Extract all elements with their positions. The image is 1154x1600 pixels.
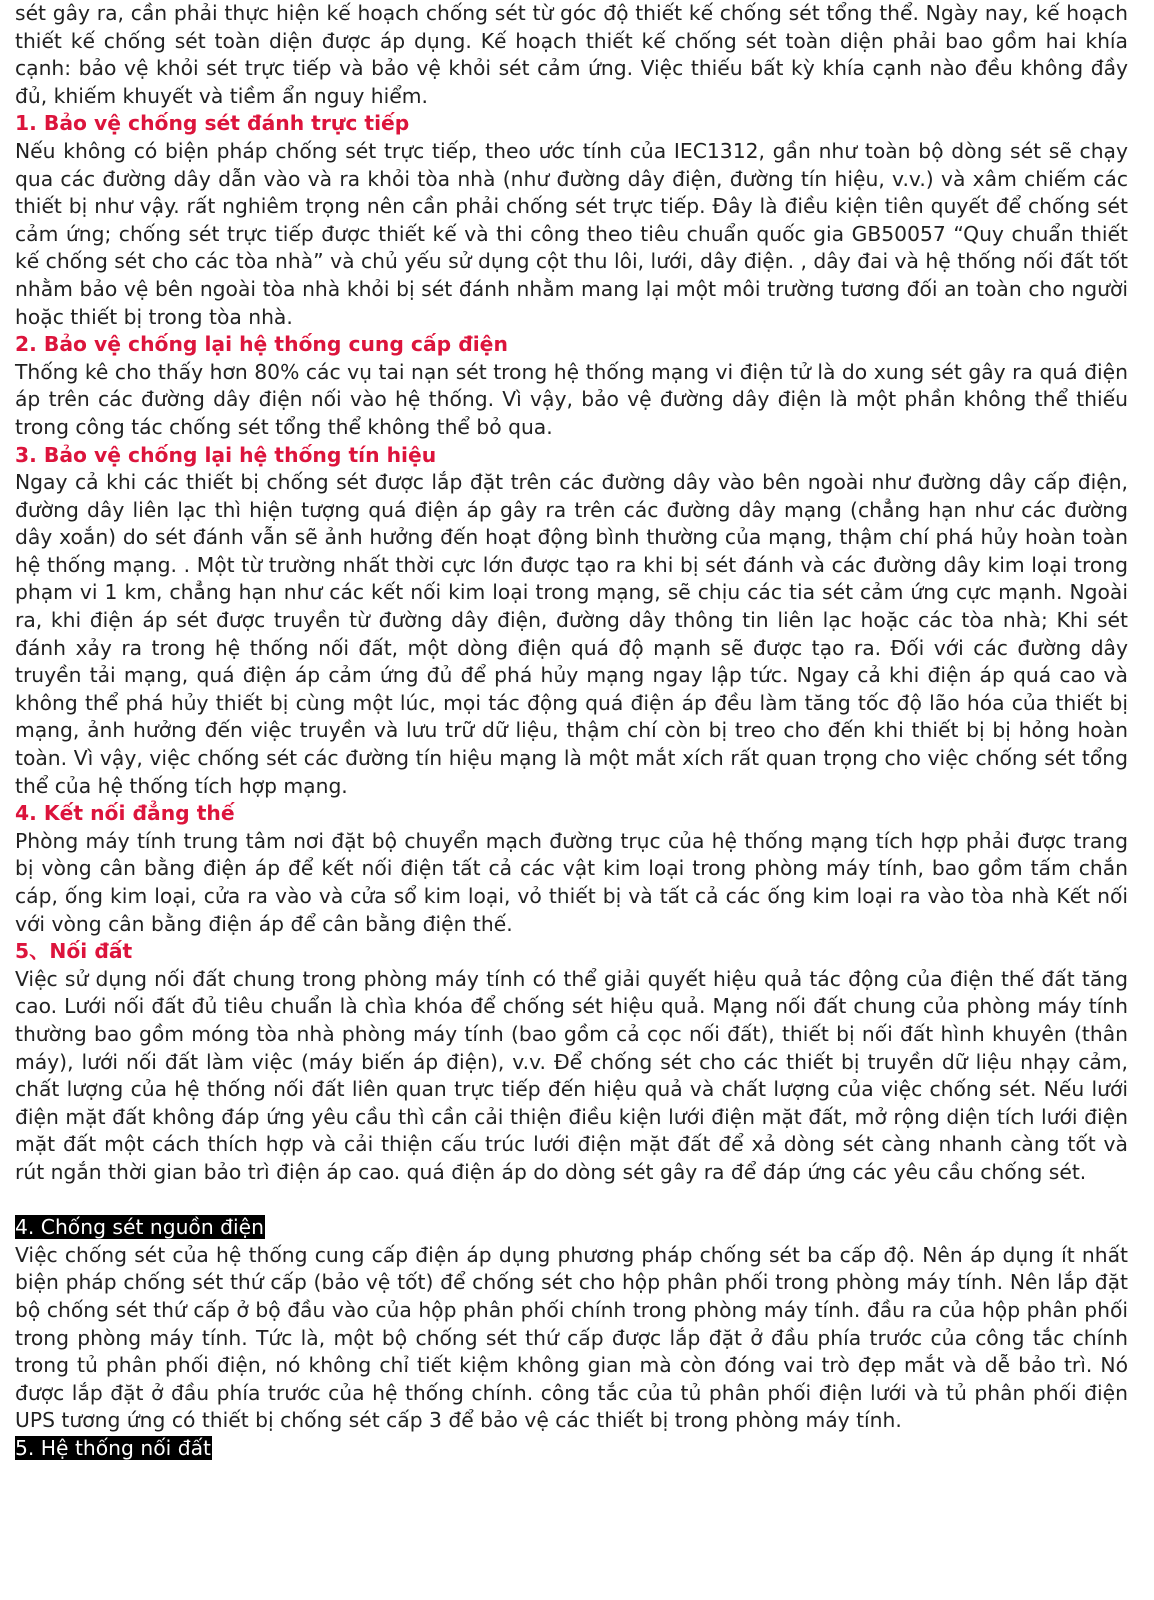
power-protection-heading-row xyxy=(15,1214,1128,1242)
section-4-heading: 4. Kết nối đẳng thế xyxy=(15,801,235,826)
blank-line xyxy=(15,1187,1128,1215)
section-5-heading: 5、Nối đất xyxy=(15,939,133,964)
section-3-heading: 3. Bảo vệ chống lại hệ thống tín hiệu xyxy=(15,442,437,467)
section-1-body: Nếu không có biện pháp chống sét trực tiếp, theo ước tính của IEC1312, gần như toàn bộ dòng sét sẽ chạy qua các đường dây dẫn vào và ra khỏi tòa nhà (như đường dây điện, đường tín hiệu, v.v.) và xâm chiếm các thiết bị như vậy. rất nghiêm trọng nên cần phải chống sét trực tiếp. Đây là điều kiện tiên quyết để chống sét cảm ứng; chống sét trực tiếp được thiết kế và thi công theo tiêu chuẩn quốc gia GB50057 “Quy chuẩn thiết kế chống sét cho các tòa nhà” và chủ yếu sử dụng cột thu lôi, lưới, dây điện. , dây đai và hệ thống nối đất tốt nhằm bảo vệ bên ngoài tòa nhà khỏi bị sét đánh nhằm mang lại một môi trường tương đối an toàn cho người hoặc thiết bị trong tòa nhà. xyxy=(15,138,1128,329)
grounding-system-heading: 5. Hệ thống nối đất xyxy=(15,1435,211,1460)
grounding-system-heading-row xyxy=(15,1435,1128,1463)
section-5-body: Việc sử dụng nối đất chung trong phòng máy tính có thể giải quyết hiệu quả tác động của điện thế đất tăng cao. Lưới nối đất đủ tiêu chuẩn là chìa khóa để chống sét hiệu quả. Mạng nối đất chung của phòng máy tính thường bao gồm móng tòa nhà phòng máy tính (bao gồm cả cọc nối đất), thiết bị nối đất hình khuyên (thân máy), lưới nối đất làm việc (máy biến áp điện), v.v. Để chống sét cho các thiết bị truyền dữ liệu nhạy cảm, chất lượng của hệ thống nối đất liên quan trực tiếp đến hiệu quả và chất lượng của việc chống sét. Nếu lưới điện mặt đất không đáp ứng yêu cầu thì cần cải thiện điều kiện lưới điện mặt đất, mở rộng diện tích lưới điện mặt đất một cách thích hợp và cải thiện cấu trúc lưới điện mặt đất để xả dòng sét càng nhanh càng tốt và rút ngắn thời gian bảo trì điện áp cao. quá điện áp do dòng sét gây ra để đáp ứng các yêu cầu chống sét. xyxy=(15,966,1128,1184)
power-protection-body: Việc chống sét của hệ thống cung cấp điện áp dụng phương pháp chống sét ba cấp độ. Nên áp dụng ít nhất biện pháp chống sét thứ cấp (bảo vệ tốt) để chống sét cho hộp phân phối trong phòng máy tính. Nên lắp đặt bộ chống sét thứ cấp ở bộ đầu vào của hộp phân phối chính trong phòng máy tính. đầu ra của hộp phân phối trong phòng máy tính. Tức là, một bộ chống sét thứ cấp được lắp đặt ở đầu phía trước của công tắc chính trong tủ phân phối điện, nó không chỉ tiết kiệm không gian mà còn đóng vai trò đẹp mắt và dễ bảo trì. Nó được lắp đặt ở đầu phía trước của hệ thống chính. công tắc của tủ phân phối điện lưới và tủ phân phối điện UPS tương ứng có thiết bị chống sét cấp 3 để bảo vệ các thiết bị trong phòng máy tính. xyxy=(15,1242,1128,1433)
section-4-body: Phòng máy tính trung tâm nơi đặt bộ chuyển mạch đường trục của hệ thống mạng tích hợp phải được trang bị vòng cân bằng điện áp để kết nối điện tất cả các vật kim loại trong phòng máy tính, bao gồm tấm chắn cáp, ống kim loại, cửa ra vào và cửa sổ kim loại, vỏ thiết bị và tất cả các ống kim loại ra vào tòa nhà Kết nối với vòng cân bằng điện áp để cân bằng điện thế. xyxy=(15,828,1128,936)
section-2-heading: 2. Bảo vệ chống lại hệ thống cung cấp điện xyxy=(15,332,508,357)
section-3-body: Ngay cả khi các thiết bị chống sét được lắp đặt trên các đường dây vào bên ngoài như đường dây cấp điện, đường dây liên lạc thì hiện tượng quá điện áp gây ra trên các đường dây mạng (chẳng hạn như các đường dây xoắn) do sét đánh vẫn sẽ ảnh hưởng đến hoạt động bình thường của mạng, thậm chí phá hủy hoàn toàn hệ thống mạng. . Một từ trường nhất thời cực lớn được tạo ra khi bị sét đánh và các đường dây kim loại trong phạm vi 1 km, chẳng hạn như các kết nối kim loại trong mạng, sẽ chịu các tia sét cảm ứng cực mạnh. Ngoài ra, khi điện áp sét được truyền từ đường dây điện, đường dây thông tin liên lạc hoặc các tòa nhà; Khi sét đánh xảy ra trong hệ thống nối đất, một dòng điện quá độ mạnh sẽ được tạo ra. Đối với các đường dây truyền tải mạng, quá điện áp cảm ứng đủ để phá hủy mạng ngay lập tức. Ngay cả khi điện áp quá cao và không thể phá hủy thiết bị cùng một lúc, mọi tác động quá điện áp đều làm tăng tốc độ lão hóa của thiết bị mạng, ảnh hưởng đến việc truyền và lưu trữ dữ liệu, thậm chí còn bị treo cho đến khi thiết bị bị hỏng hoàn toàn. Vì vậy, việc chống sét các đường tín hiệu mạng là một mắt xích rất quan trọng cho việc chống sét tổng thể của hệ thống tích hợp mạng. xyxy=(15,470,1128,798)
section-1-heading: 1. Bảo vệ chống sét đánh trực tiếp xyxy=(15,111,410,136)
intro-paragraph: sét gây ra, cần phải thực hiện kế hoạch chống sét từ góc độ thiết kế chống sét tổng thể. Ngày nay, kế hoạch thiết kế chống sét toàn diện được áp dụng. Kế hoạch thiết kế chống sét toàn diện phải bao gồm hai khía cạnh: bảo vệ khỏi sét trực tiếp và bảo vệ khỏi sét cảm ứng. Việc thiếu bất kỳ khía cạnh nào đều không đầy đủ, khiếm khuyết và tiềm ẩn nguy hiểm. xyxy=(15,1,1128,108)
power-protection-heading: 4. Chống sét nguồn điện xyxy=(15,1215,264,1240)
section-2-body: Thống kê cho thấy hơn 80% các vụ tai nạn sét trong hệ thống mạng vi điện tử là do xung sét gây ra quá điện áp trên các đường dây điện nối vào hệ thống. Vì vậy, bảo vệ đường dây điện là một phần không thể thiếu trong công tác chống sét tổng thể không thể bỏ qua. xyxy=(15,359,1128,439)
